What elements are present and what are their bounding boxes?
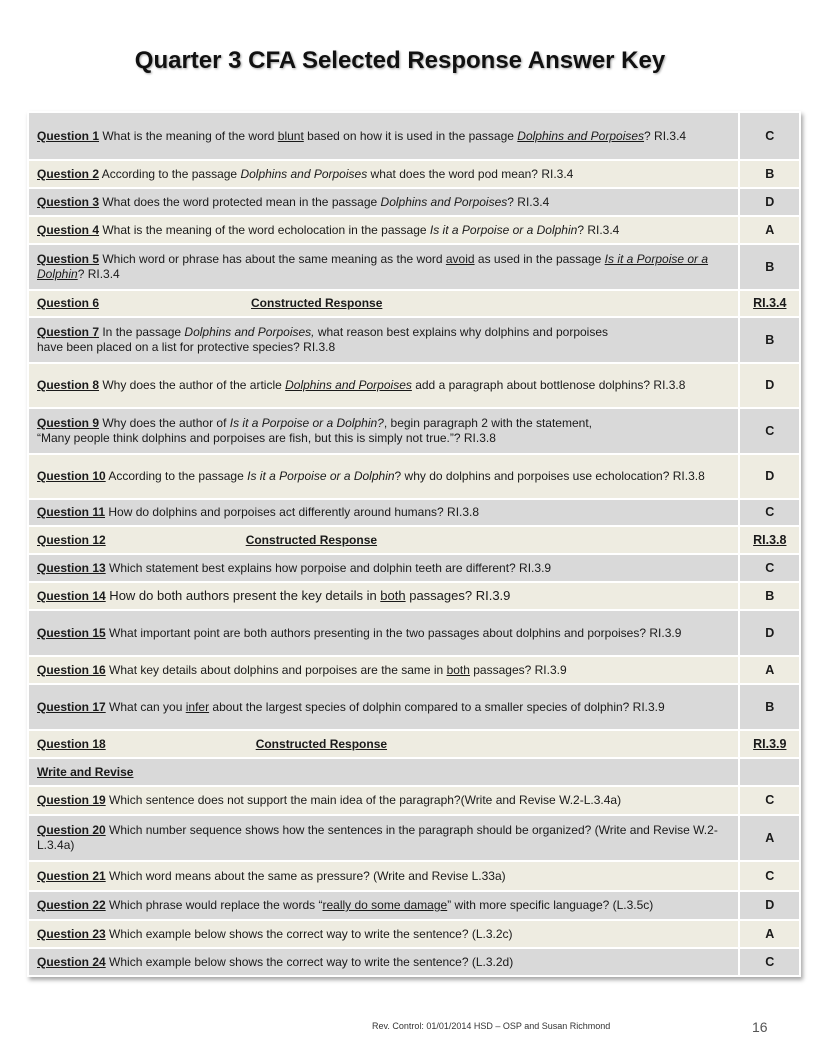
- answer-cell: C: [739, 554, 800, 582]
- answer-cell: A: [739, 216, 800, 244]
- answer-cell: C: [739, 786, 800, 815]
- question-label: Question 15: [37, 625, 106, 640]
- question-cell: Question 7 In the passage Dolphins and Porpoises, what reason best explains why dolphins and porpoises have been placed on a list for protective species? RI.3.8: [28, 317, 739, 363]
- answer-key-table: [27, 111, 801, 977]
- question-label: Question 21: [37, 868, 106, 883]
- answer-cell: D: [739, 188, 800, 216]
- question-label: Question 12: [37, 532, 106, 547]
- answer-cell: C: [739, 408, 800, 454]
- question-cell: [28, 290, 739, 317]
- page-number: 16: [752, 1019, 768, 1035]
- table-row: [28, 526, 800, 554]
- table-row: [28, 610, 800, 656]
- table-row: [28, 815, 800, 861]
- table-row: [28, 554, 800, 582]
- answer-cell: RI.3.8: [739, 526, 800, 554]
- page-title: Quarter 3 CFA Selected Response Answer Key: [134, 47, 666, 74]
- question-label: Question 3: [37, 194, 100, 209]
- answer-cell: A: [739, 656, 800, 684]
- question-label: Question 1: [37, 128, 100, 143]
- answer-cell: RI.3.9: [739, 730, 800, 758]
- table-row: [28, 582, 800, 610]
- question-cell: Question 5 Which word or phrase has about the same meaning as the word avoid as used in the passage Is it a Porpoise or a Dolphin? RI.3.4: [28, 244, 739, 290]
- section-heading-cell: [28, 758, 739, 786]
- question-label: Question 6: [37, 296, 100, 310]
- question-cell: Question 20 Which number sequence shows how the sentences in the paragraph should be organized? (Write and Revise W.2-L.3.4a): [28, 815, 739, 861]
- question-cell: Question 2 According to the passage Dolphins and Porpoises what does the word pod mean? RI.3.4: [28, 160, 739, 188]
- write-and-revise-heading: Write and Revise: [37, 764, 134, 779]
- table-row: [28, 948, 800, 976]
- table-row: [28, 730, 800, 758]
- table-row: [28, 684, 800, 730]
- question-label: Question 16: [37, 662, 106, 677]
- question-label: Question 19: [37, 793, 106, 807]
- answer-cell: A: [739, 815, 800, 861]
- question-label: Question 10: [37, 469, 106, 483]
- table-row: [28, 454, 800, 499]
- table-row: [28, 160, 800, 188]
- table-row: [28, 656, 800, 684]
- answer-cell: C: [739, 948, 800, 976]
- question-cell: [28, 526, 739, 554]
- question-cell: Question 4 What is the meaning of the word echolocation in the passage Is it a Porpoise or a Dolphin? RI.3.4: [28, 216, 739, 244]
- question-cell: Question 8 Why does the author of the article Dolphins and Porpoises add a paragraph about bottlenose dolphins? RI.3.8: [28, 363, 739, 408]
- constructed-response-label: Constructed Response: [251, 296, 383, 310]
- answer-cell: B: [739, 244, 800, 290]
- answer-cell: D: [739, 363, 800, 408]
- answer-cell: D: [739, 454, 800, 499]
- question-cell: Question 21 Which word means about the same as pressure? (Write and Revise L.33a): [28, 861, 739, 891]
- table-row: [28, 786, 800, 815]
- question-label: Question 5: [37, 252, 100, 266]
- question-label: Question 20: [37, 823, 106, 837]
- question-label: Question 4: [37, 222, 100, 237]
- answer-cell: B: [739, 684, 800, 730]
- constructed-response-label: Constructed Response: [245, 532, 378, 547]
- question-cell: Question 13 Which statement best explains how porpoise and dolphin teeth are different? RI.3.9: [28, 554, 739, 582]
- question-cell: Question 16 What key details about dolphins and porpoises are the same in both passages? RI.3.9: [28, 656, 739, 684]
- question-cell: Question 22 Which phrase would replace the words “really do some damage” with more specific language? (L.3.5c): [28, 891, 739, 920]
- table-row: [28, 499, 800, 526]
- table-row: [28, 891, 800, 920]
- question-cell: Question 19 Which sentence does not support the main idea of the paragraph?(Write and Revise W.2-L.3.4a): [28, 786, 739, 815]
- answer-cell: C: [739, 499, 800, 526]
- question-cell: [28, 730, 739, 758]
- table-row: [28, 290, 800, 317]
- table-row: [28, 363, 800, 408]
- question-cell: Question 24 Which example below shows the correct way to write the sentence? (L.3.2d): [28, 948, 739, 976]
- question-label: Question 7: [37, 325, 100, 339]
- question-cell: Question 15 What important point are both authors presenting in the two passages about dolphins and porpoises? RI.3.9: [28, 610, 739, 656]
- table-row: [28, 920, 800, 948]
- answer-cell: B: [739, 317, 800, 363]
- table-row: [28, 112, 800, 160]
- question-label: Question 11: [37, 505, 106, 519]
- answer-cell: B: [739, 160, 800, 188]
- question-cell: Question 14 How do both authors present the key details in both passages? RI.3.9: [28, 582, 739, 610]
- question-cell: Question 17 What can you infer about the largest species of dolphin compared to a smaller species of dolphin? RI.3.9: [28, 684, 739, 730]
- question-label: Question 8: [37, 378, 100, 392]
- answer-cell: [739, 758, 800, 786]
- question-cell: Question 3 What does the word protected mean in the passage Dolphins and Porpoises? RI.3.4: [28, 188, 739, 216]
- question-cell: Question 23 Which example below shows the correct way to write the sentence? (L.3.2c): [28, 920, 739, 948]
- table-row: [28, 244, 800, 290]
- question-cell: Question 1 What is the meaning of the word blunt based on how it is used in the passage Dolphins and Porpoises? RI.3.4: [28, 112, 739, 160]
- question-label: Question 2: [37, 166, 100, 181]
- question-label: Question 23: [37, 926, 106, 941]
- question-cell: Question 11 How do dolphins and porpoises act differently around humans? RI.3.8: [28, 499, 739, 526]
- question-label: Question 17: [37, 699, 106, 714]
- answer-cell: D: [739, 891, 800, 920]
- table-row: [28, 216, 800, 244]
- answer-cell: C: [739, 112, 800, 160]
- answer-cell: B: [739, 582, 800, 610]
- table-row: [28, 408, 800, 454]
- table-row: [28, 188, 800, 216]
- constructed-response-label: Constructed Response: [255, 736, 388, 751]
- answer-cell: A: [739, 920, 800, 948]
- table-row: [28, 861, 800, 891]
- question-cell: Question 10 According to the passage Is it a Porpoise or a Dolphin? why do dolphins and porpoises use echolocation? RI.3.8: [28, 454, 739, 499]
- table-row: [28, 758, 800, 786]
- question-label: Question 18: [37, 736, 106, 751]
- question-label: Question 24: [37, 954, 106, 969]
- question-label: Question 9: [37, 416, 100, 430]
- answer-cell: C: [739, 861, 800, 891]
- question-cell: Question 9 Why does the author of Is it a Porpoise or a Dolphin?, begin paragraph 2 with the statement, “Many people think dolphins and porpoises are fish, but this is simply not true.”? RI.3.8: [28, 408, 739, 454]
- answer-cell: RI.3.4: [739, 290, 800, 317]
- answer-cell: D: [739, 610, 800, 656]
- question-label: Question 22: [37, 898, 106, 912]
- question-label: Question 13: [37, 560, 106, 575]
- revision-footer: Rev. Control: 01/01/2014 HSD – OSP and Susan Richmond: [372, 1021, 611, 1031]
- table-row: [28, 317, 800, 363]
- question-label: Question 14: [37, 589, 106, 603]
